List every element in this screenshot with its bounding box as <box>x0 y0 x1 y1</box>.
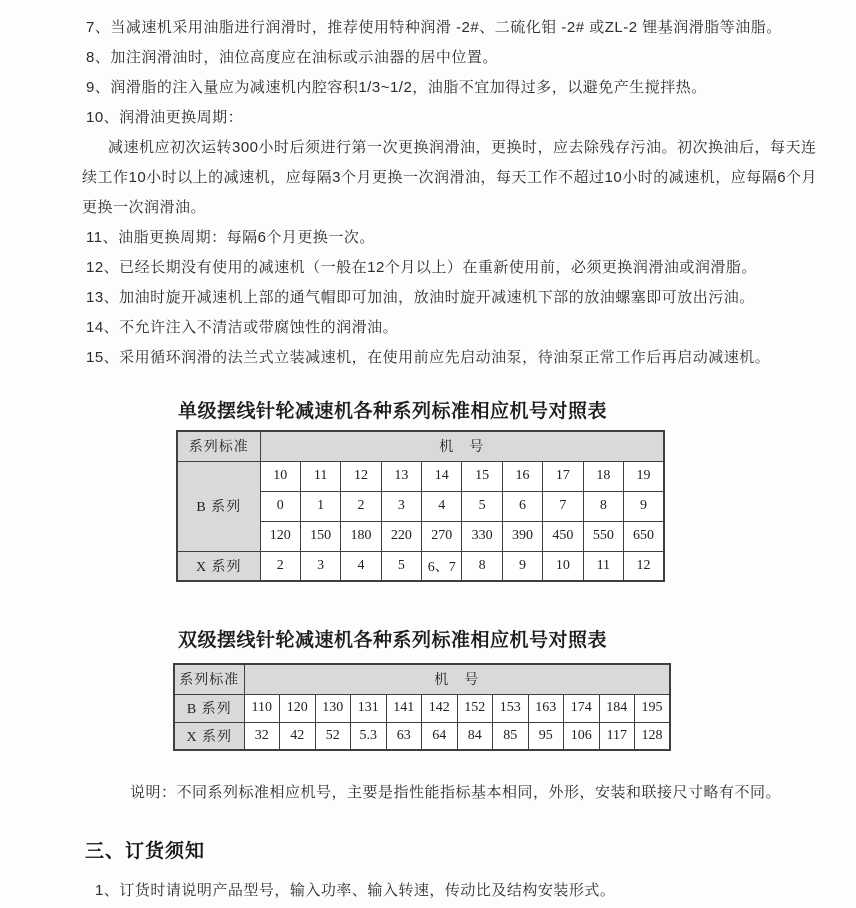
table-cell: 52 <box>315 722 351 750</box>
table-cell: 17 <box>543 461 583 491</box>
table-cell: 15 <box>462 461 502 491</box>
table-cell: 7 <box>543 491 583 521</box>
table-cell: 13 <box>381 461 421 491</box>
table-cell: 120 <box>260 521 300 551</box>
table-header-row <box>174 664 670 694</box>
table-cell: 4 <box>422 491 462 521</box>
table-cell: 195 <box>635 694 671 722</box>
table-cell: 6、7 <box>422 551 462 581</box>
list-item: 13、加油时旋开减速机上部的通气帽即可加油，放油时旋开减速机下部的放油螺塞即可放出污油。 <box>86 289 755 306</box>
table-row <box>177 461 664 491</box>
table-cell: 5 <box>462 491 502 521</box>
table-cell: 2 <box>341 491 381 521</box>
list-item: 12、已经长期没有使用的减速机（一般在12个月以上）在重新使用前，必须更换润滑油或润滑脂。 <box>86 259 757 276</box>
table-cell: 153 <box>493 694 529 722</box>
table-cell: 150 <box>300 521 340 551</box>
table-cell: 42 <box>280 722 316 750</box>
table-cell: 8 <box>462 551 502 581</box>
list-item: 7、当减速机采用油脂进行润滑时，推荐使用特种润滑 -2#、二硫化钼 -2# 或ZL-2 锂基润滑脂等油脂。 <box>86 19 782 36</box>
list-item: 9、润滑脂的注入量应为减速机内腔容积1/3~1/2，油脂不宜加得过多，以避免产生搅拌热。 <box>86 79 707 96</box>
table-row <box>174 694 670 722</box>
paragraph-line: 更换一次润滑油。 <box>82 199 207 216</box>
table-cell: 12 <box>624 551 664 581</box>
table-cell: 2 <box>260 551 300 581</box>
single-stage-table <box>176 430 665 582</box>
table-cell: 450 <box>543 521 583 551</box>
table-cell: 3 <box>381 491 421 521</box>
table-cell: 0 <box>260 491 300 521</box>
list-item: 14、不允许注入不清洁或带腐蚀性的润滑油。 <box>86 319 399 336</box>
double-stage-table <box>173 663 671 751</box>
table-cell: 8 <box>583 491 623 521</box>
table-cell: 95 <box>528 722 564 750</box>
table-cell: 110 <box>244 694 280 722</box>
b-series-label-cell: B 系列 <box>174 694 244 722</box>
table-cell: 11 <box>583 551 623 581</box>
table-cell: 174 <box>564 694 600 722</box>
table-cell: 184 <box>599 694 635 722</box>
list-item: 10、润滑油更换周期： <box>86 109 244 126</box>
table-cell: 10 <box>543 551 583 581</box>
table-cell: 85 <box>493 722 529 750</box>
ordering-list-item: 1、订货时请说明产品型号，输入功率、输入转速，传动比及结构安装形式。 <box>95 882 616 899</box>
table-cell: 4 <box>341 551 381 581</box>
single-stage-table-title: 单级摆线针轮减速机各种系列标准相应机号对照表 <box>178 401 608 422</box>
table-cell: 180 <box>341 521 381 551</box>
paragraph-line: 减速机应初次运转300小时后须进行第一次更换润滑油，更换时，应去除残存污油。初次换油后，每天连 <box>108 139 817 156</box>
series-standard-header-cell: 系列标准 <box>174 664 244 694</box>
table-cell: 106 <box>564 722 600 750</box>
table-cell: 84 <box>457 722 493 750</box>
table-cell: 1 <box>300 491 340 521</box>
x-series-label-cell: X 系列 <box>177 551 260 581</box>
table-cell: 141 <box>386 694 422 722</box>
table-cell: 650 <box>624 521 664 551</box>
table-cell: 330 <box>462 521 502 551</box>
table-cell: 117 <box>599 722 635 750</box>
table-cell: 12 <box>341 461 381 491</box>
table-cell: 220 <box>381 521 421 551</box>
table-cell: 3 <box>300 551 340 581</box>
table-header-row <box>177 431 664 461</box>
table-cell: 64 <box>422 722 458 750</box>
table-cell: 10 <box>260 461 300 491</box>
table-cell: 5 <box>381 551 421 581</box>
lubrication-notes-section <box>0 0 856 373</box>
machine-number-header-cell: 机 号 <box>244 664 670 694</box>
table-cell: 120 <box>280 694 316 722</box>
table-cell: 6 <box>502 491 542 521</box>
table-cell: 11 <box>300 461 340 491</box>
x-series-label-cell: X 系列 <box>174 722 244 750</box>
table-cell: 9 <box>502 551 542 581</box>
machine-number-header-cell: 机 号 <box>260 431 664 461</box>
series-standard-header-cell: 系列标准 <box>177 431 260 461</box>
table-cell: 390 <box>502 521 542 551</box>
b-series-label-cell: B 系列 <box>177 461 260 551</box>
table-cell: 16 <box>502 461 542 491</box>
table-cell: 163 <box>528 694 564 722</box>
table-row <box>177 551 664 581</box>
table-cell: 18 <box>583 461 623 491</box>
table-cell: 550 <box>583 521 623 551</box>
table-cell: 5.3 <box>351 722 387 750</box>
ordering-instructions-heading: 三、订货须知 <box>85 841 206 862</box>
table-cell: 32 <box>244 722 280 750</box>
double-stage-table-title: 双级摆线针轮减速机各种系列标准相应机号对照表 <box>178 630 608 651</box>
list-item: 15、采用循环润滑的法兰式立装减速机，在使用前应先启动油泵，待油泵正常工作后再启动减速机。 <box>86 349 771 366</box>
table-cell: 128 <box>635 722 671 750</box>
paragraph-line: 续工作10小时以上的减速机，应每隔3个月更换一次润滑油，每天工作不超过10小时的减速机，应每隔6个月 <box>82 169 818 186</box>
table-explanation-note: 说明：不同系列标准相应机号，主要是指性能指标基本相同，外形，安装和联接尺寸略有不同。 <box>130 784 782 801</box>
table-row <box>174 722 670 750</box>
table-cell: 131 <box>351 694 387 722</box>
list-item: 8、加注润滑油时，油位高度应在油标或示油器的居中位置。 <box>86 49 498 66</box>
list-item: 11、油脂更换周期：每隔6个月更换一次。 <box>86 229 375 246</box>
table-cell: 9 <box>624 491 664 521</box>
table-cell: 19 <box>624 461 664 491</box>
table-cell: 152 <box>457 694 493 722</box>
table-cell: 142 <box>422 694 458 722</box>
table-cell: 63 <box>386 722 422 750</box>
table-cell: 270 <box>422 521 462 551</box>
table-cell: 14 <box>422 461 462 491</box>
table-cell: 130 <box>315 694 351 722</box>
